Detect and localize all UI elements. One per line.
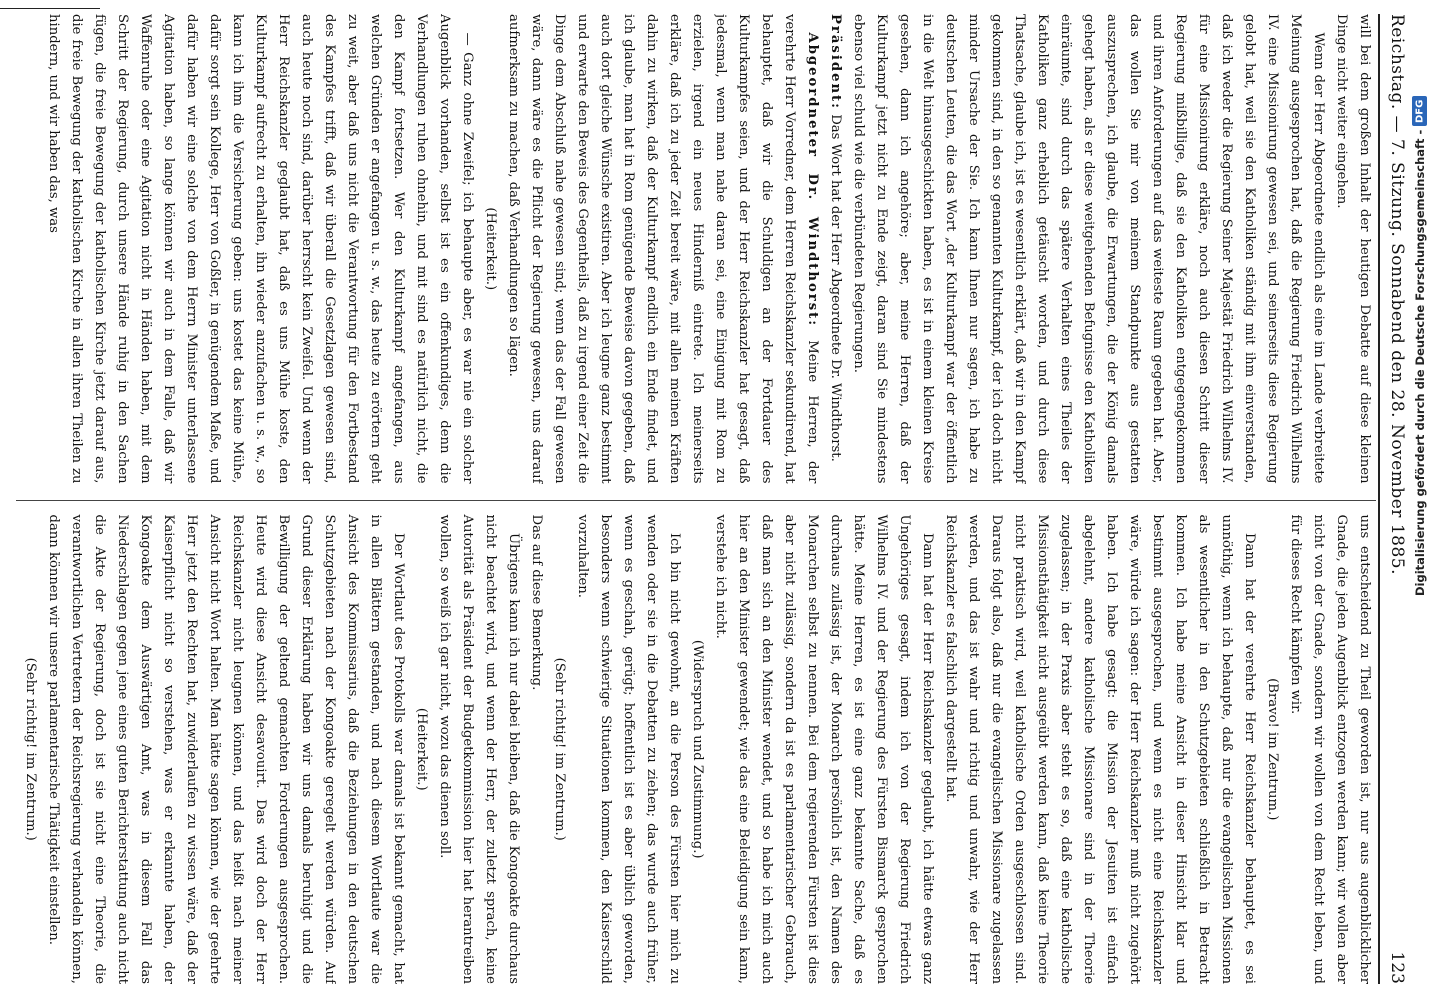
- paragraph: [939, 515, 1261, 985]
- speaker-name: Abgeordneter Dr. Windthorst:: [805, 32, 820, 328]
- paragraph: [1330, 14, 1376, 484]
- paragraph-text: (Bravo! im Zentrum.): [1265, 678, 1280, 821]
- paragraph: [847, 14, 1330, 484]
- paragraph-text: Meine Herren, der verehrte Herr Vorredner, dem Herren Reichskanzler sekundirend, hat behauptet, daß wir die Schuldigen an der Fortdauer des Kulturkampfes seien, und der Herr Reichskanzler hat gesagt, daß jedesmal, wenn man nahe daran sei, eine Einigung mit Rom zu erzielen, irgend ein neues Hinderniß eintrete. Ich meinerseits erkläre, daß ich zu jeder Zeit bereit wäre, mit allen meinen Kräften dahin zu wirken, daß der Kulturkampf endlich ein Ende findet, und ich glaube, man hat in Rom genügende Beweise davon gegeben, daß auch dort gleiche Wünsche existiren. Aber ich leugne ganz bestimmt und erwarte den Beweis des Gegentheils, daß zu irgend einer Zeit die Dinge dem Abschluß nahe gewesen sind; wenn das der Fall gewesen wäre, dann wäre es die Pflicht der Regierung gewesen, uns darauf aufmerksam zu machen, daß Verhandlungen so lägen.: [506, 14, 820, 484]
- stage-direction: [479, 14, 502, 484]
- page-number: 123: [1387, 951, 1407, 984]
- header-title: Reichstag. — 7. Sitzung. Sonnabend den 28. November 1885.: [1387, 14, 1407, 575]
- paragraph: [525, 515, 548, 985]
- paragraph: [571, 515, 686, 985]
- digitization-credit: [1408, 6, 1432, 596]
- speech-paragraph: [824, 14, 847, 484]
- speaker-name: Präsident:: [828, 14, 843, 111]
- paragraph: [709, 515, 939, 985]
- paragraph: [42, 515, 410, 985]
- stage-direction: [410, 515, 433, 985]
- dfg-logo: DFG: [1413, 96, 1428, 125]
- paragraph-text: (Sehr richtig! im Zentrum.): [23, 657, 38, 841]
- stage-direction: [1261, 515, 1284, 985]
- credit-text: Digitalisierung gefördert durch die Deutsche Forschungsgemeinschaft -: [1413, 129, 1427, 596]
- paragraph-text: — Ganz ohne Zweifel; ich behaupte aber, es war nie ein solcher Augenblick vorhanden, selbst ist es ein offenkundiges, denn die Verhandlungen ruhen ohnehin, und mit sind es natürlich nicht, die den Kampf fortsetzen. Wer den Kulturkampf angefangen, aus welchen Gründen er angefangen u. s. w., das heute zu erörtern geht zu weit, aber daß uns nicht die Verantwortung für den Fortbestand des Kampfes trifft, daß wir überall die Gesetzlagen gewesen sind, auch heute noch sind, darüber herrscht kein Zweifel. Und wenn der Herr Reichskanzler geglaubt hat, daß es uns Mühe koste, den Kulturkampf aufrecht zu erhalten, ihn wieder anzufachen u. s. w., so kann ich ihm die Versicherung geben: uns kostet das keine Mühe, dafür sorgt sein Kollege, Herr von Goßler, in genügendem Maße, und dafür haben wir eine solche von dem Herrn Minister unterlassene Agitation haben, so lange können wir auch in dem Falle, daß wir Waffenruhe oder eine Agitation nicht in Händen haben, mit dem Schritt der Regierung, durch unsere Hände ruhig in den Sachen fügen, die freie Bewegung der katholischen Kirche jetzt darauf aus, die freie Bewegung der katholischen Kirche in allen ihren Theilen zu hindern, und wir haben das, was: [46, 14, 475, 484]
- paragraph-text: (Sehr richtig! im Zentrum.): [552, 657, 567, 841]
- stage-direction: [548, 515, 571, 985]
- paragraph-text: Übrigens kann ich nur dabei bleiben, daß die Kongoakte durchaus nicht beachtet wird, und wenn der Herr, der zuletzt sprach, keine Autorität als Präsident der Budgetkommission hier hat herantreiben wollen, so weiß ich gar nicht, wozu das dienen soll.: [437, 514, 521, 984]
- paragraph-text: (Heiterkeit.): [483, 207, 498, 291]
- paragraph-text: (Widerspruch und Zustimmung.): [690, 639, 705, 859]
- paragraph-text: Dann hat der verehrte Herr Reichskanzler behauptet, es sei unnöthig, wenn ich behaupte, daß nur die evangelischen Missionen als wesentlicher in den Schutzgebieten schließlich in Betracht kommen. Ich habe meine Ansicht in dieser Hinsicht klar und bestimmt ausgesprochen, und wenn es nicht eine Reichskanzler wäre, würde ich sagen: der Herr Reichskanzler muß nicht zugehört haben. Ich habe gesagt: die Mission der Jesuiten ist einfach abgelehnt, andere katholische Missionare sind in der Theorie zugelassen; in der Praxis aber steht es so, daß eine katholische Missionsthätigkeit nicht ausgeübt werden kann, daß keine Theorie nicht praktisch wird, weil katholische Orden ausgeschlossen sind. Daraus folgt also, daß nur die evangelischen Missionare zugelassen werden, und das ist wahr und richtig und unwahr, wie der Herr Reichskanzler es falschlich dargestellt hat.: [943, 514, 1257, 984]
- paragraph-text: Ich bin nicht gewohnt, an die Person des Fürsten hier mich zu wenden oder sie in die Debatten zu ziehen; das wurde auch früher, wenn es geschah, gerügt; hoffentlich ist es aber üblich geworden, besonders wenn schwierige Situationen kommen, den Kaiserschild vorzuhalten.: [575, 514, 682, 984]
- paragraph-text: uns entscheidend zu Theil geworden ist, nur aus augenblicklicher Gnade, die jeden Augenblick entzogen werden kann; wir wollen aber nicht von der Gnade, sondern wir wollen von dem Recht leben, und für dieses Recht kämpfen wir.: [1288, 514, 1372, 984]
- paragraph-text: Dann hat der Herr Reichskanzler geglaubt, ich hätte etwas ganz Ungehöriges gesagt, indem ich von der Regierung Friedrich Wilhelms IV. und der Regierung des Fürsten Bismarck gesprochen hätte. Meine Herren, es ist eine ganz bekannte Sache, daß es durchaus zulässig ist, der Monarch persönlich ist, den Namen des Monarchen selbst zu nennen. Bei dem regierenden Fürsten ist dies aber nicht zulässig, sondern da ist es parlamentarischer Gebrauch, daß man sich an den Minister wendet, und so habe ich mich auch hier an den Minister gewendet; wie das eine Beleidigung sein kann, verstehe ich nicht.: [713, 514, 935, 984]
- stage-direction: [686, 515, 709, 985]
- corner-rule: [0, 0, 100, 9]
- speech-paragraph: [502, 14, 824, 484]
- left-column: [16, 14, 1376, 484]
- paragraph-text: will bei dem großen Inhalt der heutigen Debatte auf diese kleinen Dinge nicht weiter eingehen.: [1334, 14, 1372, 484]
- text-columns: [16, 14, 1376, 984]
- paragraph-text: Das Wort hat der Herr Abgeordnete Dr. Windthorst.: [828, 110, 843, 462]
- paragraph: [42, 14, 479, 484]
- right-column: [16, 500, 1376, 985]
- stage-direction: [19, 515, 42, 985]
- paragraph: [433, 515, 525, 985]
- paragraph-text: (Heiterkeit.): [414, 707, 429, 791]
- paragraph-text: Wenn der Herr Abgeordnete endlich als eine im Lande verbreitete Meinung ausgesprochen hat, daß die Regierung Friedrich Wilhelms IV. eine Missionirung gewesen sei, und seinerseits diese Regierung gelobt hat, weil sie den Katholiken ständig mit ihm einverstanden, daß ich weder die Regierung Seiner Majestät Friedrich Wilhelms IV. für eine Missionirung erkläre, noch auch diesen Schritt dieser Regierung mißbillige, daß sie den Katholiken entgegengekommen und ihren Anforderungen auf das weiteste Raum gegeben hat. Aber, das wollen Sie mir von meinem Standpunkte aus gestatten auszusprechen, ich glaube, die Erwartungen, die der König damals gehegt haben, als er diese weitgehenden Befugnisse den Katholiken einräumte, sind durch das spätere Verhalten eines Theiles der Katholiken ganz erheblich getäuscht worden, und durch diese Thatsache, glaube ich, ist es wesentlich erklärt, daß wir in den Kampf gekommen sind, in den so genannten Kulturkampf, der ich doch nicht minder Ursache der Sie. Ich kann Ihnen nur sagen, ich habe zu deutschen Leuten, die das Wort „der Kulturkampf war der öffentlich in die Welt hinausgeschickten haben, es ist in einem kleinen Kreise gesehen, dann ich angehöre; aber, meine Herren, daß der Kulturkampf jetzt nicht zu Ende zeigt, daran sind Sie mindestens ebenso viel schuld wie die verbündeten Regierungen.: [851, 14, 1326, 484]
- paragraph-text: Das auf diese Bemerkung.: [529, 514, 544, 691]
- paragraph-text: Der Wortlaut des Protokolls war damals ist bekannt gemacht, hat in allen Blättern gestanden, und nach diesem Wortlaute war die Ansicht des Kommissarius, daß die Beziehungen in den deutschen Schutzgebieten nach der Kongoakte geregelt werden würden. Auf Grund dieser Erklärung haben wir uns damals beruhigt und die Bewilligung der geltend gemachten Forderungen ausgesprochen. Heute wird diese Ansicht desavouirt. Das wird doch der Herr Reichskanzler nicht leugnen können, und das heißt nach meiner Ansicht nicht Wort halten. Man hätte sagen können, wie der geehrte Herr jetzt den Rechten hat, zuwiderlaufen zu wissen wäre, daß der Kaiserpflicht nicht so verstehen, was er erkannte haben, der Kongoakte dem Auswärtigen Amt, was in diesem Fall das Niederschlagen gegen jene eines guten Berichterstattung auch nicht die Akte der Regierung, doch ist sie nicht eine Theorie, die verantwortlichen Vertretern der Reichsregierung verhandeln können, dann können wir unsere parlamentarische Thätigkeit einstellen.: [46, 514, 406, 984]
- paragraph: [1284, 515, 1376, 985]
